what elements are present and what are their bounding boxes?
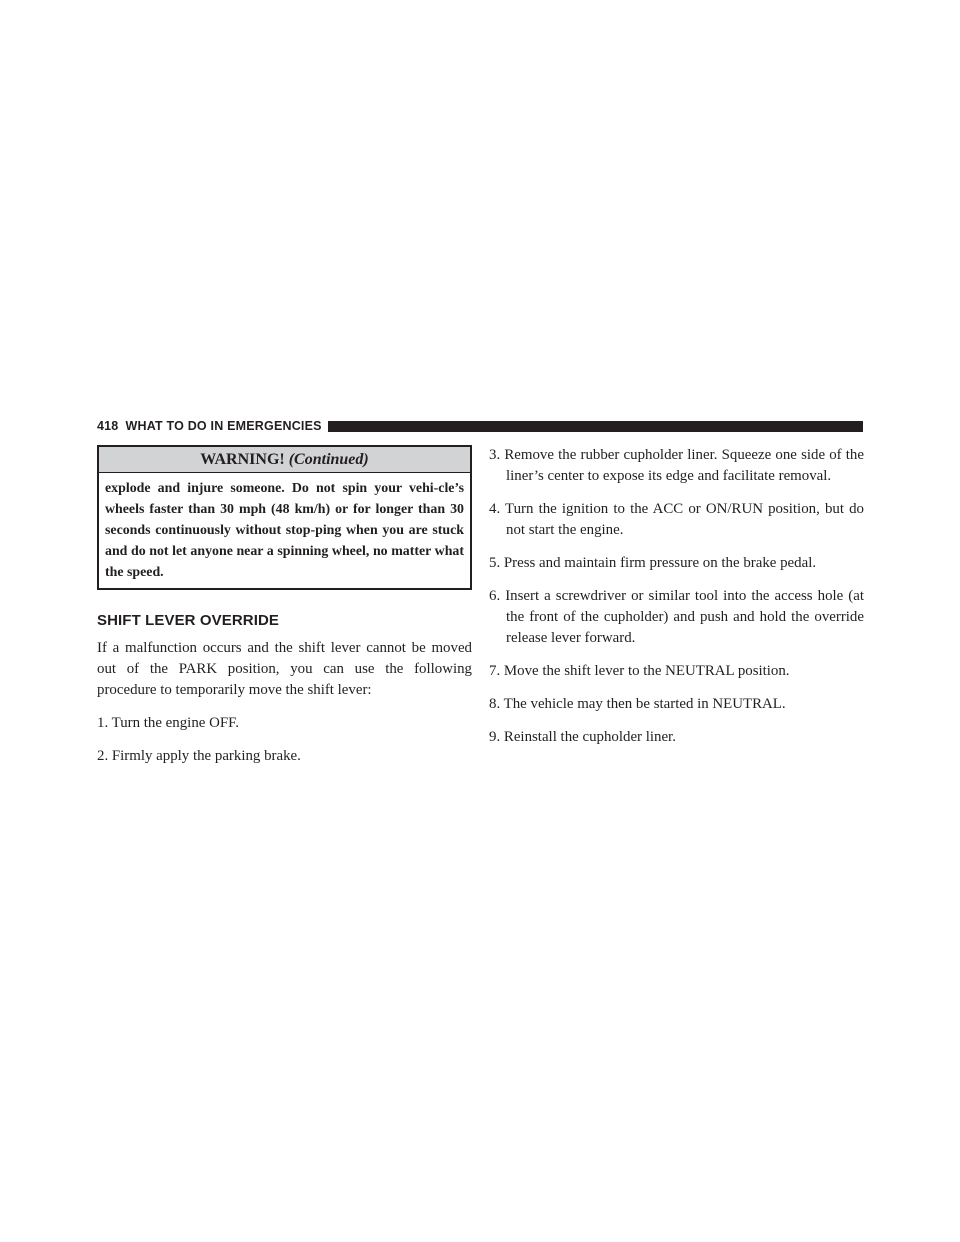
warning-box — [97, 445, 472, 590]
step-2: 2. Firmly apply the parking brake. — [97, 748, 301, 764]
warning-continued: (Continued) — [288, 451, 369, 468]
step-5: 5. Press and maintain firm pressure on the brake pedal. — [489, 555, 817, 571]
left-column — [97, 445, 472, 767]
step-8: 8. The vehicle may then be started in NEUTRAL. — [489, 696, 786, 712]
page-header — [97, 418, 863, 434]
section-name: WHAT TO DO IN EMERGENCIES — [125, 419, 322, 433]
warning-label: WARNING! — [200, 451, 285, 468]
step-7: 7. Move the shift lever to the NEUTRAL position. — [489, 663, 790, 679]
step-3: 3. Remove the rubber cupholder liner. Squeeze one side of the liner’s center to expose its edge and facilitate removal. — [489, 447, 864, 484]
step-1: 1. Turn the engine OFF. — [97, 715, 239, 731]
page-number: 418 — [97, 419, 119, 433]
section-title: SHIFT LEVER OVERRIDE — [97, 612, 280, 629]
warning-title — [99, 447, 470, 473]
header-rule — [328, 421, 863, 432]
intro-paragraph: If a malfunction occurs and the shift lever cannot be moved out of the PARK position, you can use the following procedure to temporarily move the shift lever: — [97, 640, 472, 698]
right-column — [489, 445, 864, 748]
step-4: 4. Turn the ignition to the ACC or ON/RUN position, but do not start the engine. — [489, 501, 864, 538]
step-9: 9. Reinstall the cupholder liner. — [489, 729, 676, 745]
header-text — [97, 419, 322, 433]
warning-body: explode and injure someone. Do not spin your vehi-cle’s wheels faster than 30 mph (48 km/h) or for longer than 30 seconds continuously without stop-ping when you are stuck and do not let anyone near a spinning wheel, no matter what the speed. — [105, 481, 464, 580]
step-6: 6. Insert a screwdriver or similar tool into the access hole (at the front of the cupholder) and push and hold the override release lever forward. — [489, 588, 864, 646]
